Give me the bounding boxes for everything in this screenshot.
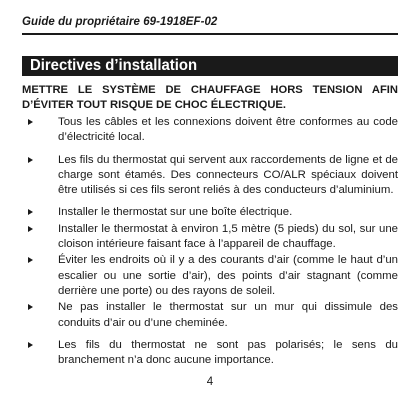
bullet-triangle-icon (28, 342, 33, 348)
list-item-text: Tous les câbles et les connexions doivent être conformes au code d’électricité local. (58, 116, 398, 144)
list-item (22, 153, 398, 199)
bullet-triangle-icon (28, 257, 33, 263)
list-item-text: Les fils du thermostat ne sont pas polarisés; le sens du branchement n’a donc aucune importance. (58, 338, 398, 367)
installation-guidelines-list (22, 115, 398, 375)
list-item (22, 253, 398, 299)
list-item-text: Éviter les endroits où il y a des courants d’air (comme le haut d’un escalier ou une sortie d’air), des points d’air stagnant (comme derrière une porte) ou des rayons de soleil. (58, 254, 398, 297)
bullet-triangle-icon (28, 226, 33, 232)
list-item (22, 222, 398, 253)
list-item (22, 205, 398, 220)
list-item (22, 338, 398, 369)
header-divider (22, 33, 398, 35)
bullet-triangle-icon (28, 209, 33, 215)
document-header-title: Guide du propriétaire 69-1918EF-02 (22, 16, 218, 28)
page-number: 4 (206, 376, 214, 388)
list-item-text: Les fils du thermostat qui servent aux raccordements de ligne et de charge sont étamés. Des connecteurs CO/ALR spéciaux doivent être utilisés si ces fils seront reliés à des conducteurs d’aluminium. (58, 153, 398, 197)
list-item-text: Ne pas installer le thermostat sur un mur qui dissimule des conduits d’air ou d’une cheminée. (58, 301, 398, 329)
section-heading-bar (22, 56, 398, 76)
section-title: Directives d’installation (30, 57, 198, 74)
list-item (22, 115, 398, 146)
list-item-text: Installer le thermostat sur une boîte électrique. (58, 206, 293, 219)
list-item-text: Installer le thermostat à environ 1,5 mètre (5 pieds) du sol, sur une cloison intérieure faisant face à l’appareil de chauffage. (58, 222, 398, 251)
bullet-triangle-icon (28, 119, 33, 125)
bullet-triangle-icon (28, 157, 33, 163)
list-item (22, 300, 398, 331)
safety-warning: METTRE LE SYSTÈME DE CHAUFFAGE HORS TENSION AFIN D’ÉVITER TOUT RISQUE DE CHOC ÉLECTRIQUE. (22, 84, 398, 111)
bullet-triangle-icon (28, 304, 33, 310)
